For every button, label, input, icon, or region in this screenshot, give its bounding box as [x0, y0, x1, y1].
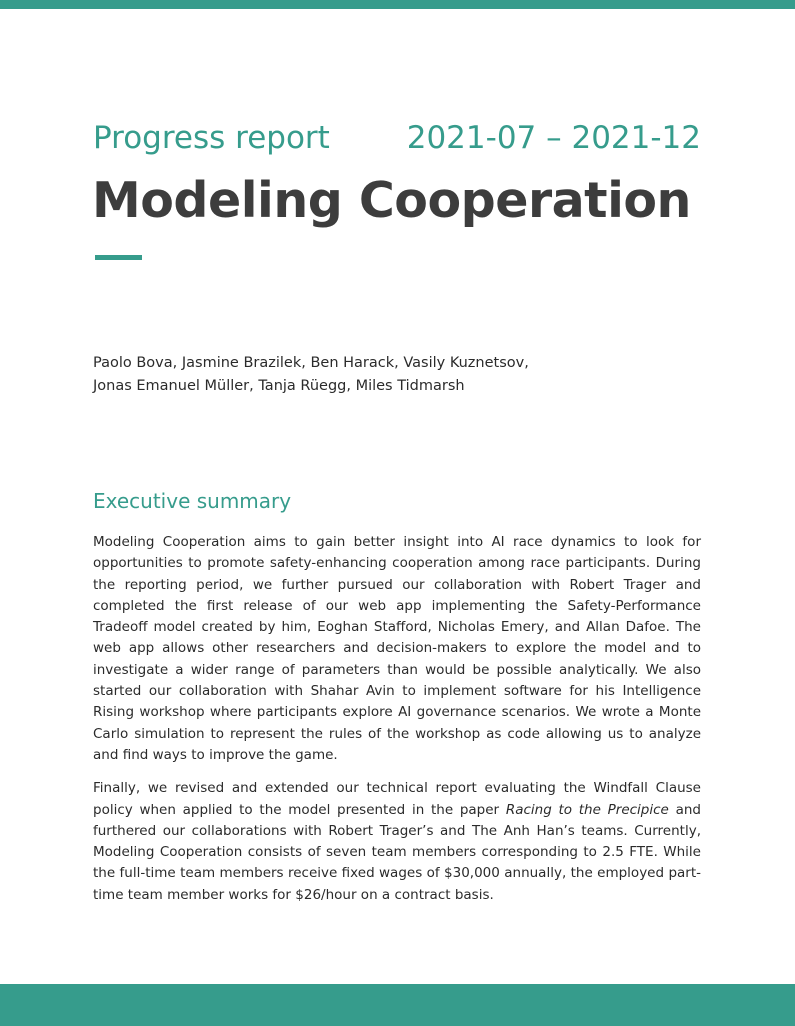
title-accent-rule: [95, 255, 142, 260]
paper-title: Racing to the Precipice: [505, 801, 669, 818]
author-line-2: Jonas Emanuel Müller, Tanja Rüegg, Miles Tidmarsh: [93, 378, 465, 394]
executive-summary-body: [93, 532, 701, 918]
summary-paragraph-2-start: Finally, we revised and extended our technical report evaluating the Windfall Clause policy when applied to the model presented in the paper: [93, 780, 701, 818]
summary-paragraph-1: Modeling Cooperation aims to gain better insight into AI race dynamics to look for opportunities to promote safety-enhancing cooperation among race participants. During the reporting period, we further pursued our collaboration with Robert Trager and completed the first release of our web app implementing the Safety-Performance Tradeoff model created by him, Eoghan Stafford, Nicholas Emery, and Allan Dafoe. The web app allows other researchers and decision-makers to explore the model and to investigate a wider range of parameters than would be possible analytically. We also started our collaboration with Shahar Avin to implement software for his Intelligence Rising workshop where participants explore AI governance scenarios. We wrote a Monte Carlo simulation to represent the rules of the workshop as code allowing us to analyze and find ways to improve the game.: [93, 534, 701, 763]
top-accent-bar: [0, 0, 795, 9]
summary-paragraph-2: [93, 778, 701, 906]
author-line-1: Paolo Bova, Jasmine Brazilek, Ben Harack, Vasily Kuznetsov,: [93, 355, 529, 371]
summary-paragraph-2-end: and furthered our collaborations with Robert Trager’s and The Anh Han’s teams. Currently, Modeling Cooperation consists of seven team members corresponding to 2.5 FTE. While the full-time team members receive fixed wages of $30,000 annually, the employed part-time team member works for $26/hour on a contract basis.: [93, 801, 701, 903]
report-kicker: [93, 120, 701, 160]
bottom-accent-bar: [0, 984, 795, 1026]
executive-summary-heading: Executive summary: [93, 489, 292, 513]
page-title: Modeling Cooperation: [92, 172, 691, 229]
report-period: 2021-07 – 2021-12: [406, 120, 701, 156]
author-list: [93, 352, 701, 398]
report-type-label: Progress report: [93, 120, 330, 156]
